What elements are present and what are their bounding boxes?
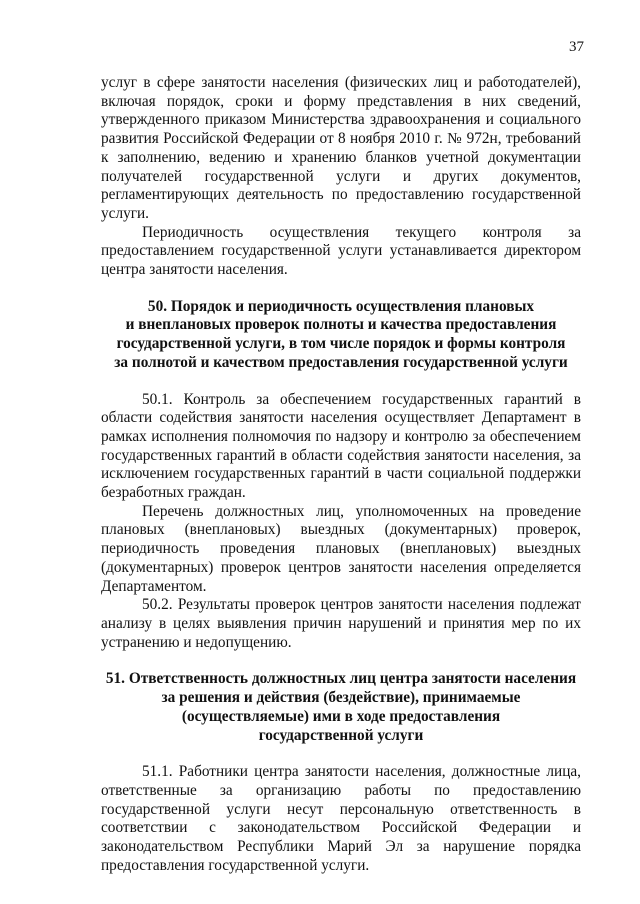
page-number: 37 [569,39,584,55]
document-body [101,74,581,875]
heading-line: (осуществляемые) ими в ходе предоставления [181,707,501,725]
paragraph-51-1: 51.1. Работники центра занятости населения, должностные лица, ответственные за организацию работы по предоставлению государственной услуги несут персональную ответственность в соответствии с законодательством Российской Федерации и законодательством Республики Марий Эл за нарушение порядка предоставления государственной услуги. [101,763,581,874]
heading-line: 50. Порядок и периодичность осуществления плановых [147,297,535,315]
heading-line: за полнотой и качеством предоставления государственной услуги [114,353,568,371]
paragraph-continuation: услуг в сфере занятости населения (физических лиц и работодателей), включая порядок, сроки и форму представления в них сведений, утвержденного приказом Министерства здравоохранения и социального развития Российской Федерации от 8 ноября 2010 г. № 972н, требований к заполнению, ведению и хранению бланков учетной документации получателей государственной услуги и других документов, регламентирующих деятельность по предоставлению государственной услуги. [101,74,581,222]
paragraph-officials-list: Перечень должностных лиц, уполномоченных на проведение плановых (внеплановых) выездных (документарных) проверок, периодичность проведения плановых (внеплановых) выездных (документарных) проверок центров занятости населения определяется Департаментом. [101,502,581,595]
section-heading-50 [101,298,581,373]
section-heading-51 [101,670,581,745]
heading-line: государственной услуги, в том числе порядок и формы контроля [116,335,566,353]
paragraph-50-2: 50.2. Результаты проверок центров занятости населения подлежат анализу в целях выявления причин нарушений и принятия мер по их устранению и недопущению. [101,596,581,651]
heading-line: государственной услуги [258,726,424,744]
heading-line: и внеплановых проверок полноты и качества предоставления [125,316,557,334]
paragraph-50-1: 50.1. Контроль за обеспечением государственных гарантий в области содействия занятости населения осуществляет Департамент в рамках исполнения полномочия по надзору и контролю за обеспечением государственных гарантий в области содействия занятости населения, за исключением государственных гарантий в части социальной поддержки безработных граждан. [101,390,581,502]
paragraph-control-frequency: Периодичность осуществления текущего контроля за предоставлением государственной услуги устанавливается директором центра занятости населения. [101,223,581,279]
heading-line: 51. Ответственность должностных лиц центра занятости населения [105,670,577,688]
heading-line: за решения и действия (бездействие), принимаемые [161,689,521,707]
